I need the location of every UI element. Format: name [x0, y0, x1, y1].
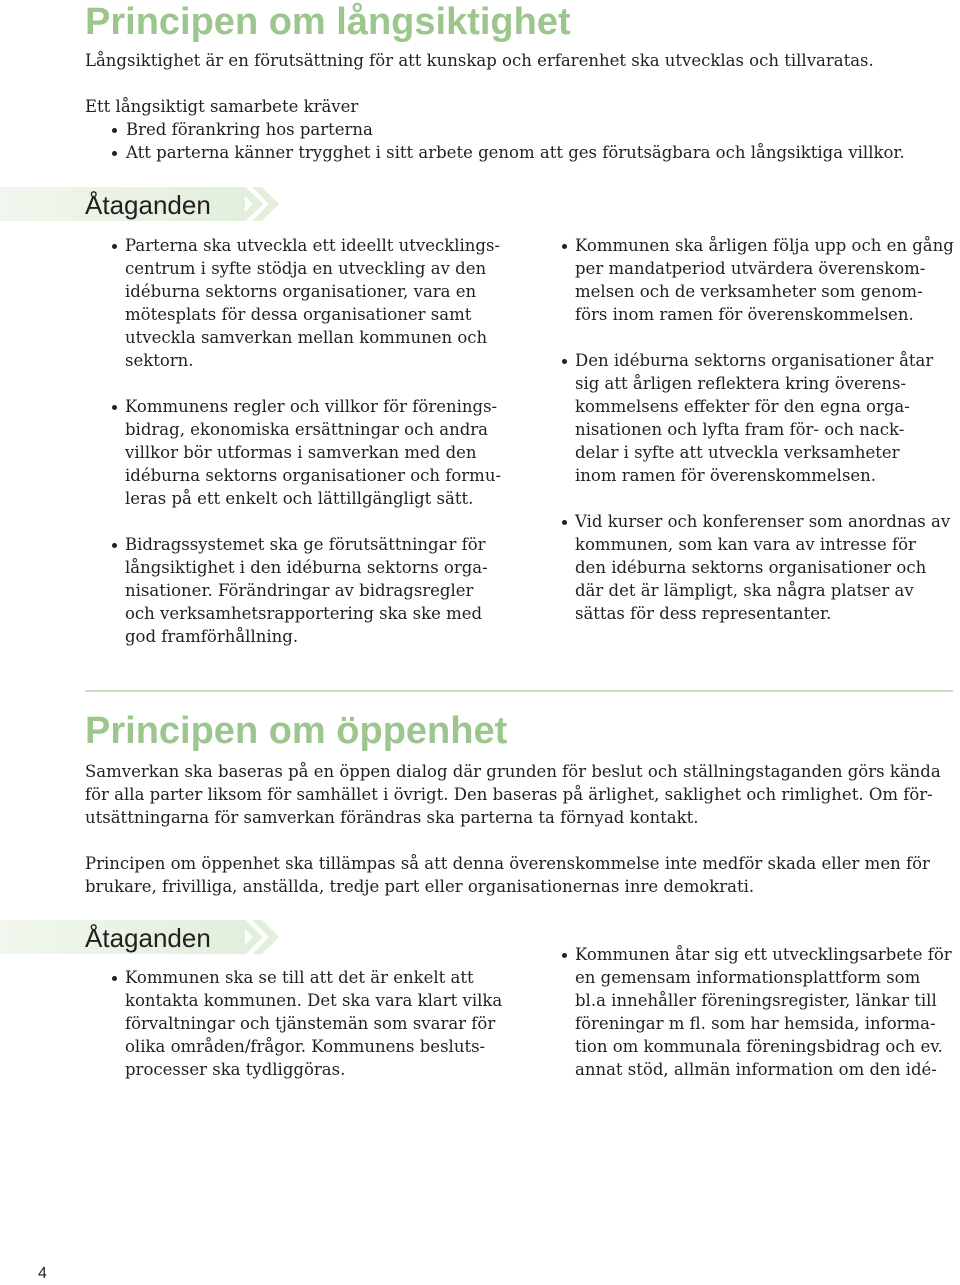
list-item: Kommunen ska årligen följa upp och en gång per mandatperiod utvärdera överenskom- melsen och de verksamheter som genom- förs inom ramen för överenskommelsen. [535, 234, 960, 326]
list-item: Den idéburna sektorns organisationer åtar sig att årligen reflektera kring överens- kommelsens effekter för den egna orga- nisationen och lyfta fram för- och nack- delar i syfte att utveckla verksamheter inom ramen för överenskommelsen. [535, 349, 960, 487]
list-item: Vid kurser och konferenser som anordnas av kommunen, som kan vara av intresse för den idéburna sektorns organisationer och där det är lämpligt, ska några platser av sättas för dess representanter. [535, 510, 960, 625]
requirement-intro: Ett långsiktigt samarbete kräver [85, 97, 359, 116]
section-divider [85, 690, 953, 692]
openness-left-column [85, 966, 525, 1104]
openness-paragraph-1: Samverkan ska baseras på en öppen dialog där grunden för beslut och ställningstaganden görs kända för alla parter liksom för samhället i övrigt. Den baseras på ärlighet, saklighet och rimlighet. Om för- utsättningarna för samverkan förändras ska parterna ta förnyad kontakt. [85, 762, 941, 827]
double-chevron-icon [236, 187, 282, 221]
list-item: Kommunen åtar sig ett utvecklingsarbete för en gemensam informationsplattform som bl.a innehåller föreningsregister, länkar till föreningar m fl. som har hemsida, informa- tion om kommunala föreningsbidrag och ev. annat stöd, allmän information om den idé- [535, 943, 960, 1081]
double-chevron-icon [236, 920, 282, 954]
list-item: Att parterna känner trygghet i sitt arbete genom att ges förutsägbara och långsiktiga villkor. [112, 141, 905, 164]
list-item: Bred förankring hos parterna [112, 118, 905, 141]
list-item: Kommunens regler och villkor för förenings- bidrag, ekonomiska ersättningar och andra villkor bör utformas i samverkan med den idéburna sektorns organisationer och formu- leras på ett enkelt och lättillgängligt sätt. [85, 395, 525, 510]
commitments-title: Åtaganden [85, 923, 211, 953]
openness-right-column [535, 943, 960, 1104]
section-heading-openness: Principen om öppenhet [85, 710, 508, 752]
commitments-band [0, 920, 282, 954]
list-item: Kommunen ska se till att det är enkelt att kontakta kommunen. Det ska vara klart vilka förvaltningar och tjänstemän som svarar för olika områden/frågor. Kommunens besluts- processer ska tydliggöras. [85, 966, 525, 1081]
intro-paragraph: Långsiktighet är en förutsättning för att kunskap och erfarenhet ska utvecklas och tillvaratas. [85, 51, 874, 70]
list-item: Parterna ska utveckla ett ideellt utvecklings- centrum i syfte stödja en utveckling av den idéburna sektorns organisationer, vara en mötesplats för dessa organisationer samt utveckla samverkan mellan kommunen och sektorn. [85, 234, 525, 372]
commitments-band [0, 187, 282, 221]
commitments-right-column [535, 234, 960, 648]
openness-paragraph-2: Principen om öppenhet ska tillämpas så att denna överenskommelse inte medför skada eller men för brukare, frivilliga, anställda, tredje part eller organisationernas inre demokrati. [85, 854, 930, 896]
requirements-list [112, 118, 905, 164]
page-number: 4 [38, 1265, 47, 1282]
list-item: Bidragssystemet ska ge förutsättningar för långsiktighet i den idéburna sektorns orga- nisationer. Förändringar av bidragsregler och verksamhetsrapportering ska ske med god framförhållning. [85, 533, 525, 648]
commitments-left-column [85, 234, 525, 671]
commitments-title: Åtaganden [85, 190, 211, 220]
section-heading-longterm: Principen om långsiktighet [85, 1, 571, 43]
